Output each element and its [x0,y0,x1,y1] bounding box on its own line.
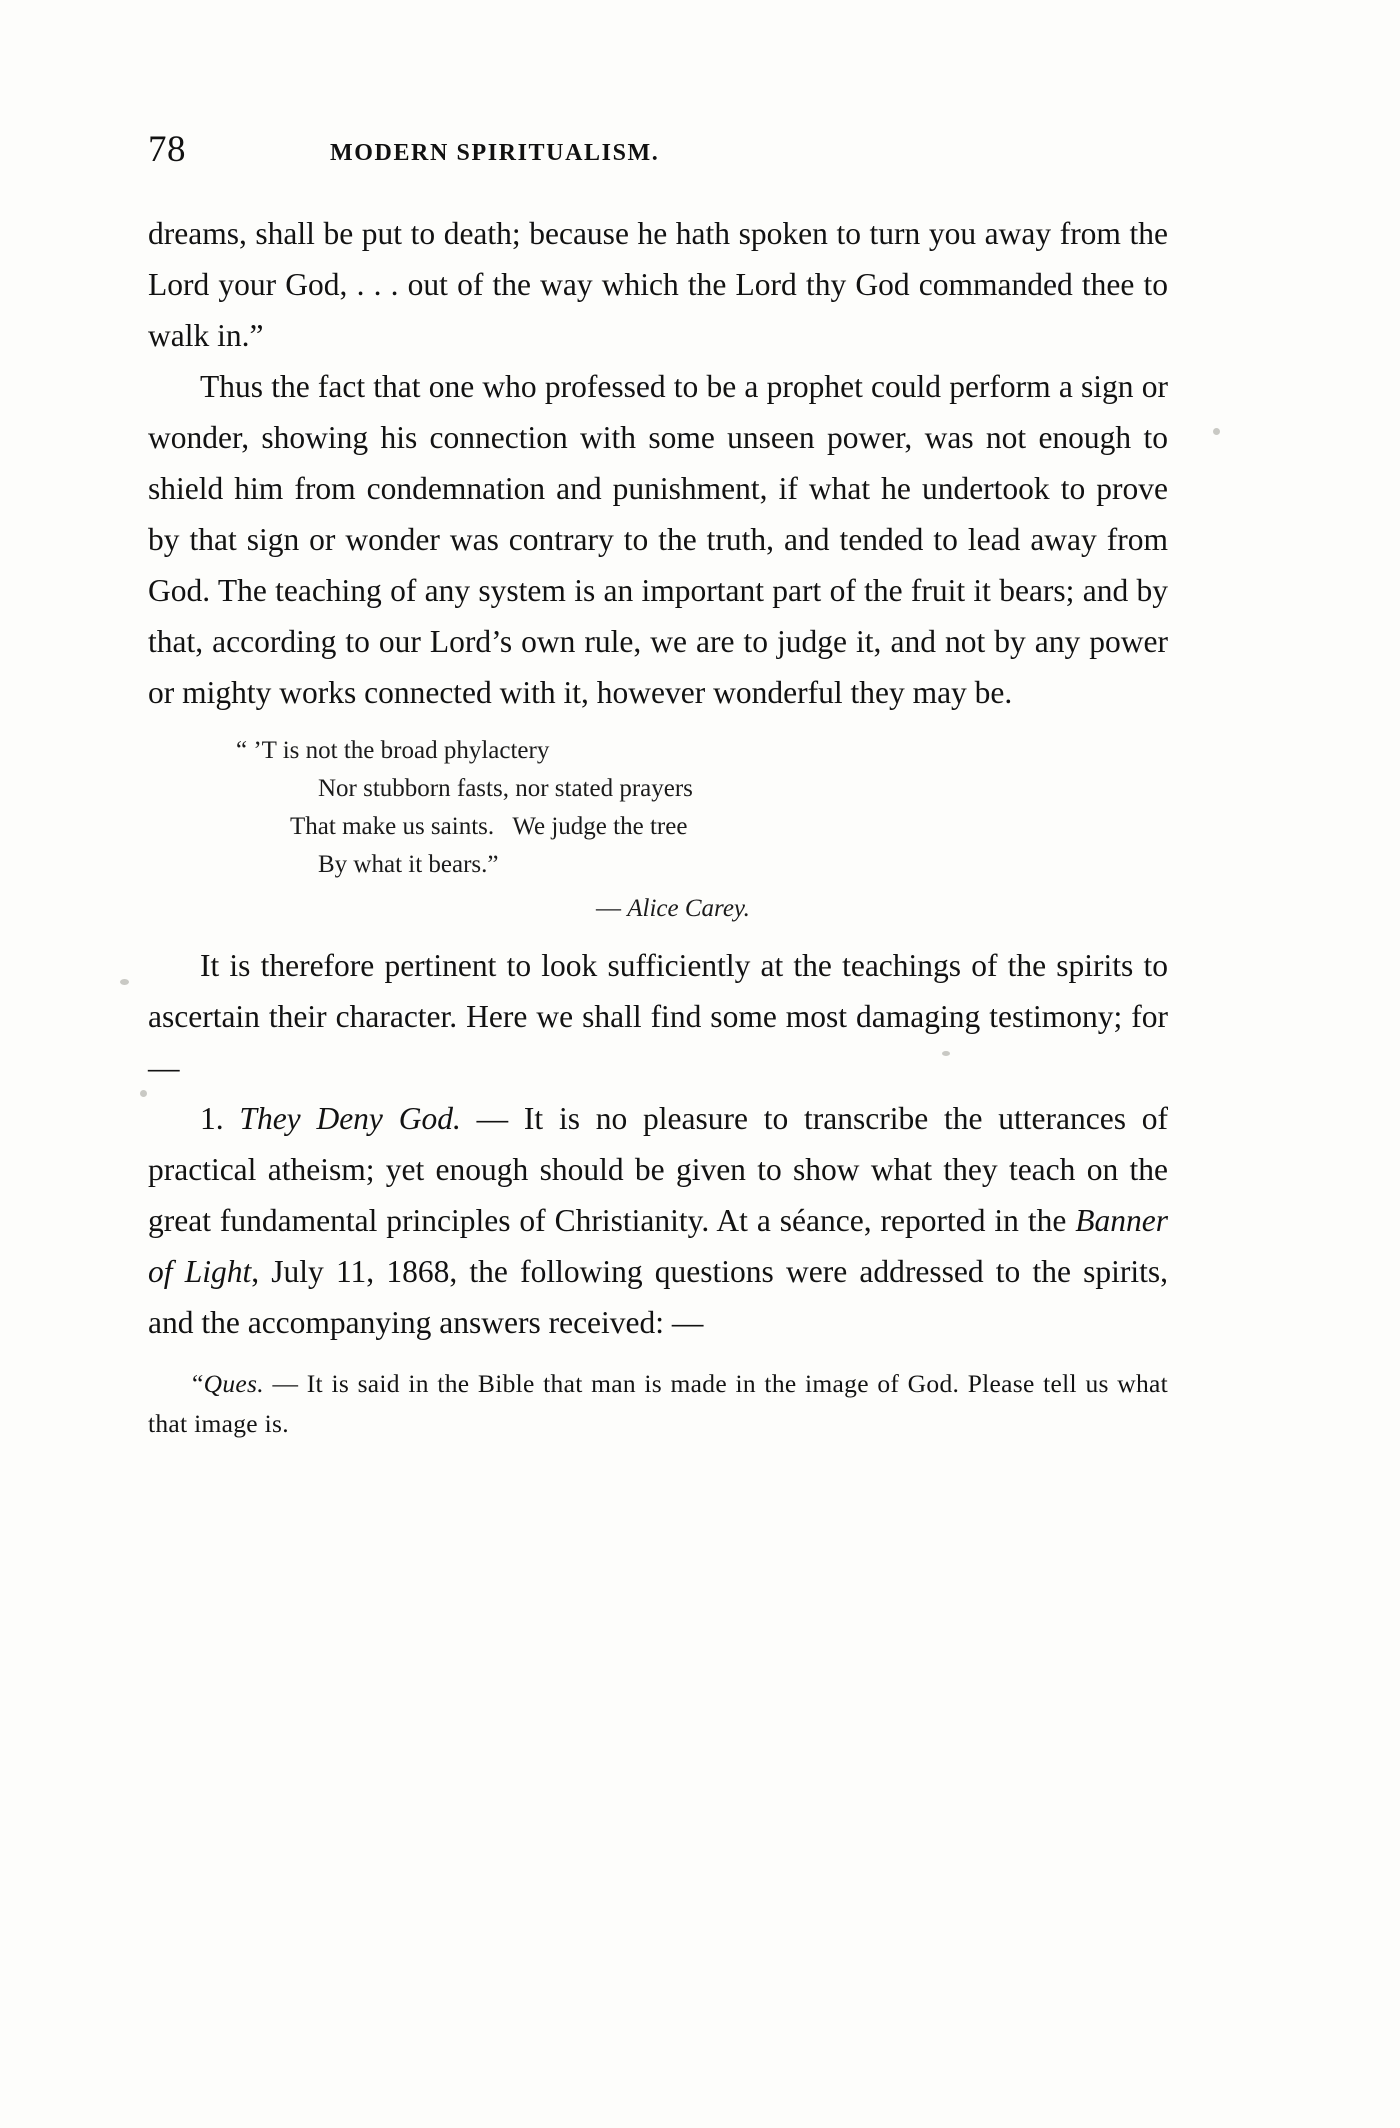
verse-line-1: “ ’T is not the broad phylactery [236,737,550,764]
paragraph-3: It is therefore pertinent to look sufficiently at the teachings of the spirits to ascertain their character. Here we shall find some most damaging testimony; for — [148,948,1168,1085]
cited-work-title: Banner of Light [148,1203,1168,1289]
paragraph-2: Thus the fact that one who professed to be a prophet could perform a sign or wonder, showing his connection with some unseen power, was not enough to shield him from condemnation and punishment, if what he undertook to prove by that sign or wonder was contrary to the truth, and tended to lead away from God. The teaching of any system is an important part of the fruit it bears; and by that, according to our Lord’s own rule, we are to judge it, and not by any power or mighty works connected with it, however wonderful they may be. [148,369,1168,710]
verse-attribution [236,890,1168,928]
attribution-name: Alice Carey. [627,895,750,922]
quote-text: — It is said in the Bible that man is made in the image of God. Please tell us what that image is. [148,1369,1168,1438]
item-number: 1. [200,1101,240,1136]
quote-speaker-label: Ques. [203,1369,264,1398]
small-type-quotation [148,1364,1168,1444]
paragraph-1: dreams, shall be put to death; because he hath spoken to turn you away from the Lord your God, . . . out of the way which the Lord thy God commanded thee to walk in.” [148,216,1168,353]
verse-line-4: By what it bears.” [318,851,499,878]
item-title: They Deny God. [239,1101,461,1136]
item-text: — It is no pleasure to transcribe the utterances of practical atheism; yet enough should be given to show what they teach on the great fundamental principles of Christianity. At a séance, reported in the [148,1101,1169,1238]
scan-speck [120,979,129,985]
verse-line-2: Nor stubborn fasts, nor stated prayers [318,775,693,802]
page-number: 78 [148,129,186,170]
paragraph-4 [148,1093,1168,1348]
scan-speck [140,1090,147,1097]
running-head: MODERN SPIRITUALISM. [330,140,660,166]
attribution-dash: — [596,895,628,922]
item-text-continued: , July 11, 1868, the following questions were addressed to the spirits, and the accompanying answers received: — [148,1254,1168,1340]
page-header [148,120,1168,180]
quote-open-mark: “ [192,1369,204,1398]
page-content [148,120,1168,1470]
verse-line-3: That make us saints. We judge the tree [290,813,688,840]
scan-speck [1213,428,1220,435]
verse-quotation [148,732,1168,928]
